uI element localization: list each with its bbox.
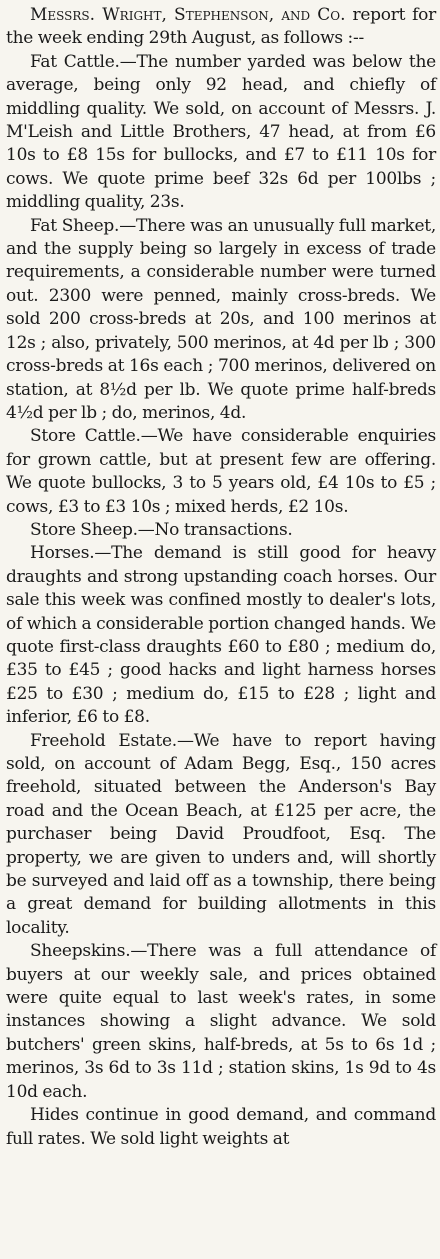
paragraph-sheepskins: Sheepskins.—There was a full attendance of buyers at our weekly sale, and prices obtained were quite equal to last week's rates, in some instances showing a slight advance. We sold butchers' green skins, half-breds, at 5s to 6s 1d ; merinos, 3s 6d to 3s 11d ; station skins, 1s 9d to 4s 10d each. (6, 941, 436, 1102)
paragraph-horses: Horses.—The demand is still good for heavy draughts and strong upstanding coach horses. Our sale this week was confined mostly to dealer's lots, of which a considerable portion changed hands. We quote first-class draughts £60 to £80 ; medium do, £35 to £45 ; good hacks and light harness horses £25 to £30 ; medium do, £15 to £28 ; light and inferior, £6 to £8. (6, 543, 436, 728)
paragraph-freehold-estate: Freehold Estate.—We have to report having sold, on account of Adam Begg, Esq., 150 acres freehold, situated between the Anderson's Bay road and the Ocean Beach, at £125 per acre, the purchaser being David Proudfoot, Esq. The property, we are given to unders and, will shortly be surveyed and laid off as a township, there being a great demand for building allotments in this locality. (6, 730, 436, 938)
intro-text: report for the week ending 29th August, as follows :-- (6, 5, 437, 49)
paragraph-store-cattle: Store Cattle.—We have considerable enquiries for grown cattle, but at present few are offering. We quote bullocks, 3 to 5 years old, £4 10s to £5 ; cows, £3 to £3 10s ; mixed herds, £2 10s. (6, 426, 436, 517)
paragraph-fat-sheep: Fat Sheep.—There was an unusually full market, and the supply being so largely in excess of trade requirements, a considerable number were turned out. 2300 were penned, mainly cross-breds. We sold 200 cross-breds at 20s, and 100 merinos at 12s ; also, privately, 500 merinos, at 4d per lb ; 300 cross-breds at 16s each ; 700 merinos, delivered on station, at 8½d per lb. We quote prime half-breds 4½d per lb ; do, merinos, 4d. (6, 215, 436, 423)
paragraph-fat-cattle: Fat Cattle.—The number yarded was below the average, being only 92 head, and chiefly of middling quality. We sold, on account of Messrs. J. M'Leish and Little Brothers, 47 head, at from £6 10s to £8 15s for bullocks, and £7 to £11 10s for cows. We quote prime beef 32s 6d per 100lbs ; middling quality, 23s. (6, 51, 436, 213)
firm-name: Messrs. Wright, Stephenson, and Co. (30, 5, 346, 25)
intro-paragraph (6, 4, 436, 51)
paragraph-store-sheep: Store Sheep.—No transactions. (30, 519, 293, 540)
paragraph-hides: Hides continue in good demand, and command full rates. We sold light weights at (6, 1105, 436, 1149)
